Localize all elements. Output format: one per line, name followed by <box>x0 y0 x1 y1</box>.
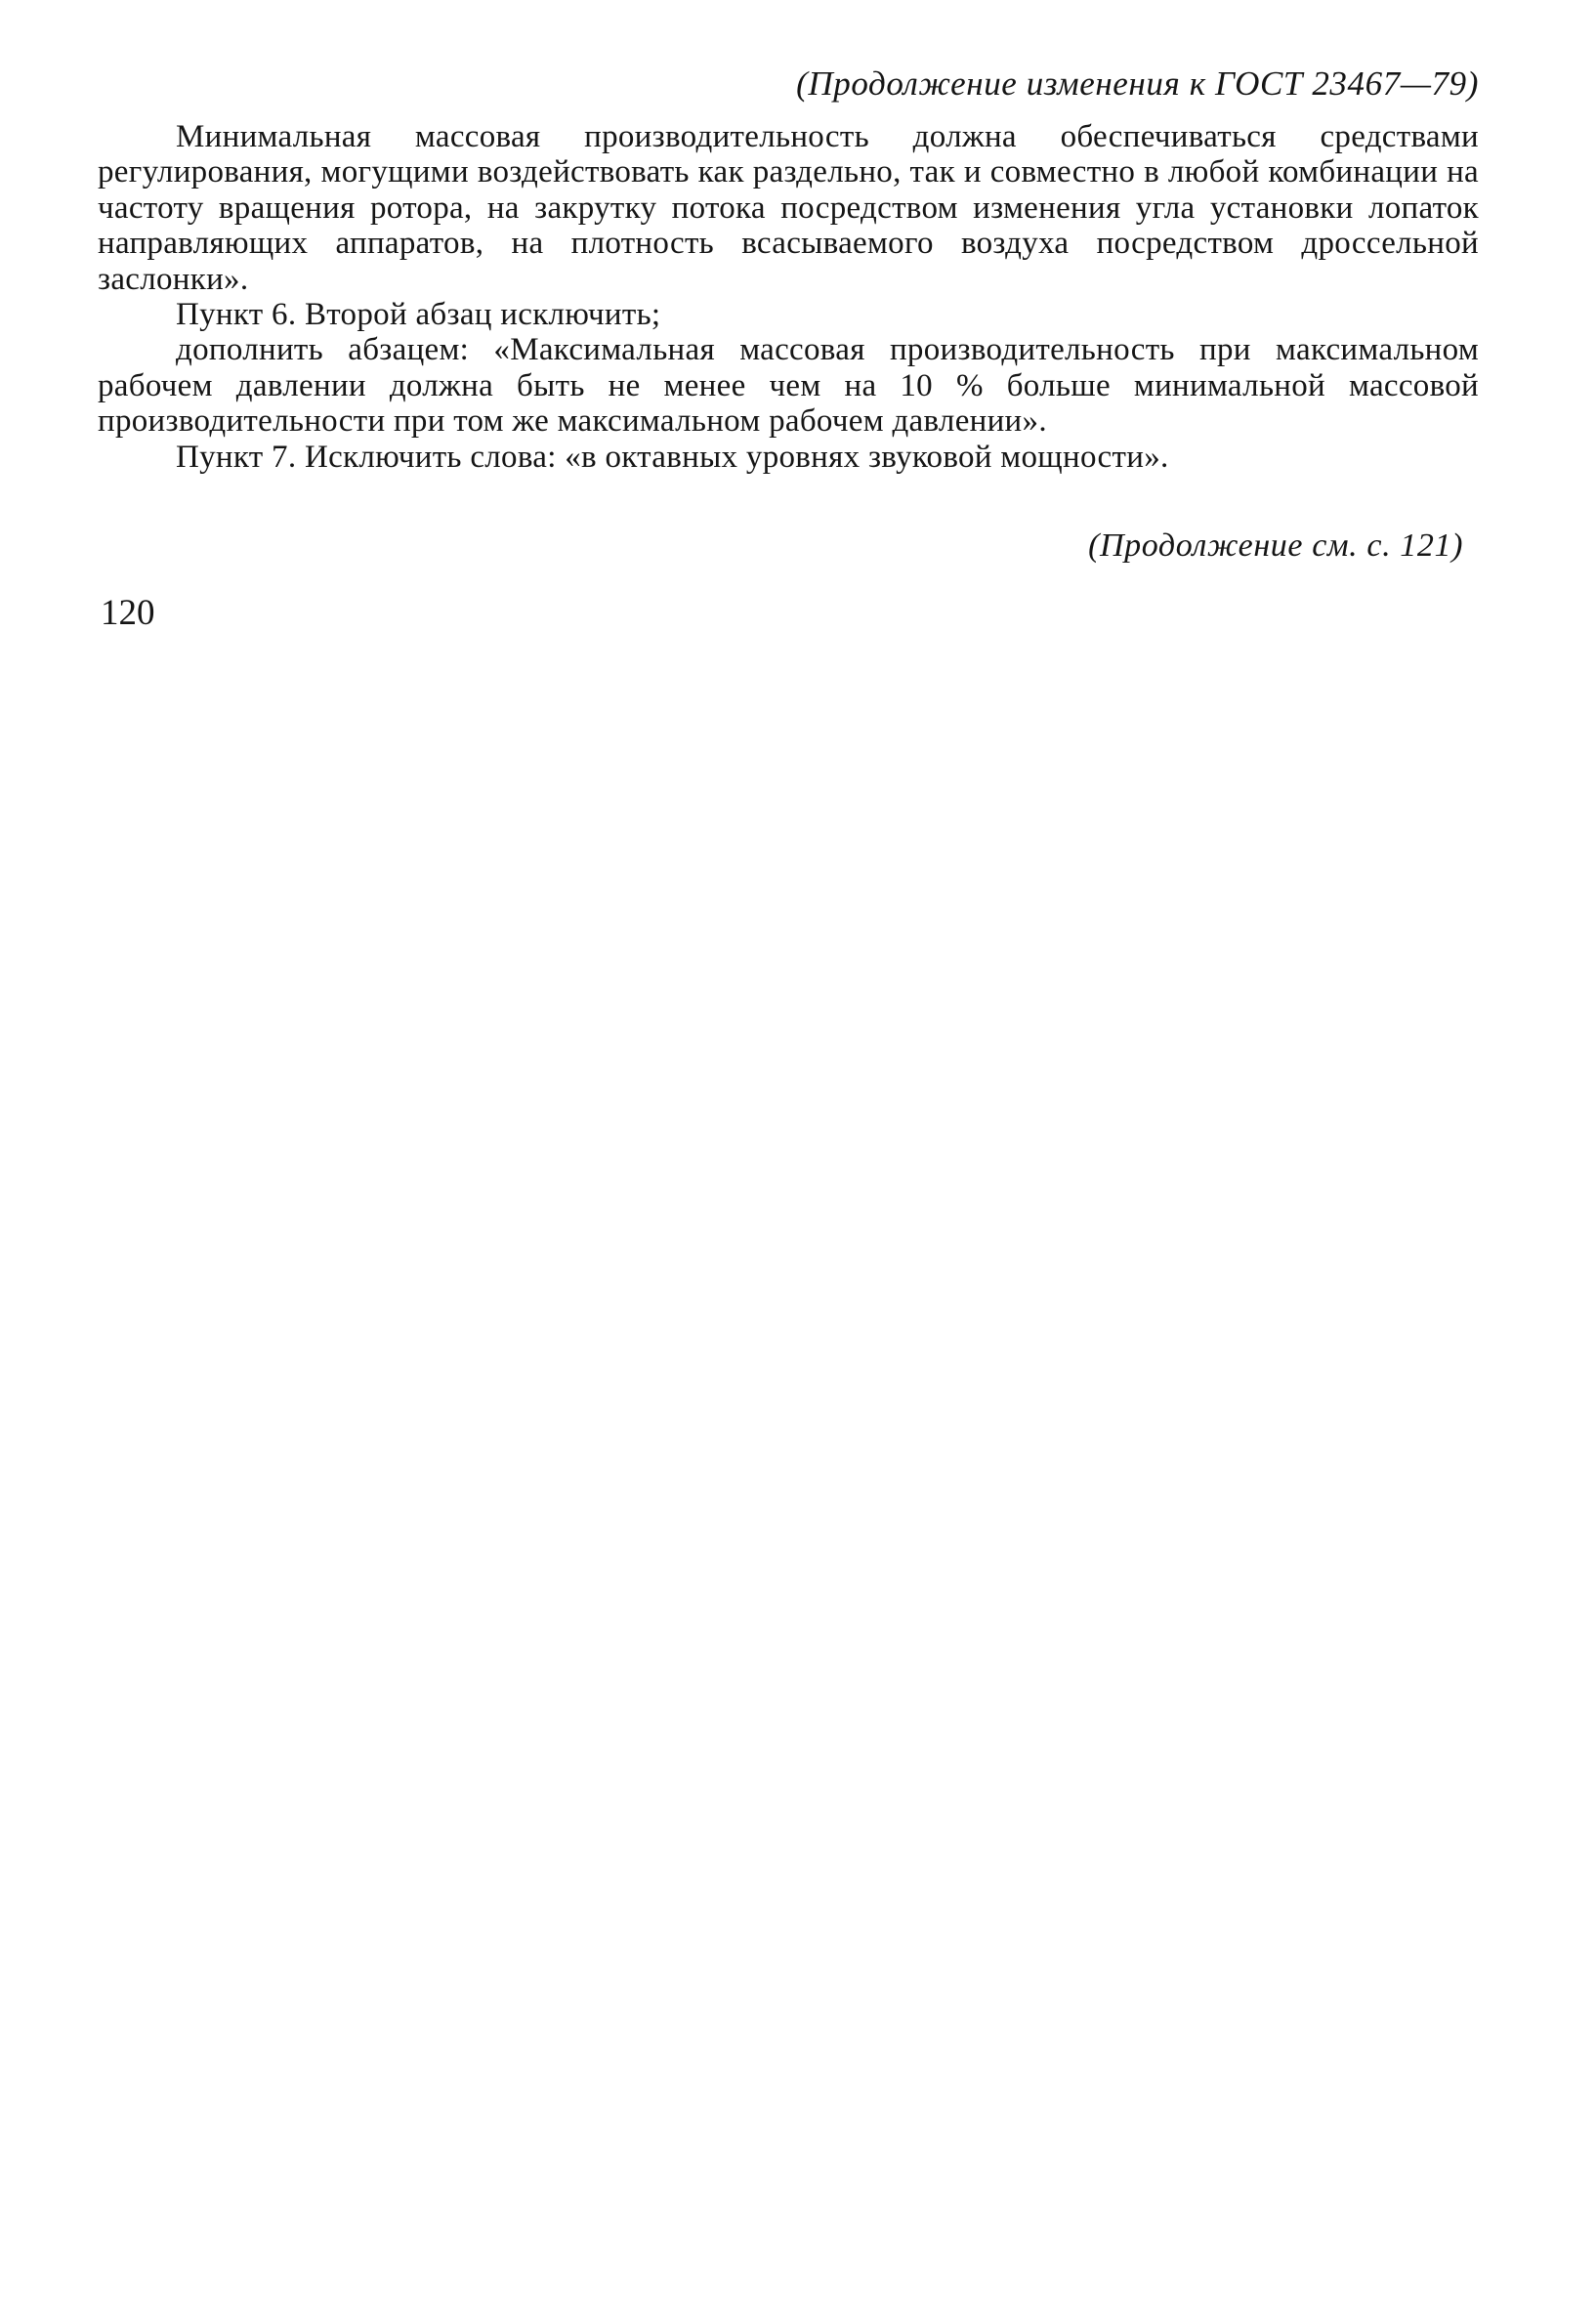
paragraph-item-6: Пункт 6. Второй абзац исключить; <box>176 297 661 333</box>
continuation-header: (Продолжение изменения к ГОСТ 23467—79) <box>796 64 1479 103</box>
paragraph-item-6-addition: дополнить абзацем: «Максимальная массовая производительность при максимальном рабочем давлении должна быть не менее чем на 10 % больше минимальной массовой производительности при том же максимальном рабочем давлении». <box>98 332 1479 440</box>
continuation-note: (Продолжение см. с. 121) <box>1088 527 1463 564</box>
paragraph-minimum-mass-flow: Минимальная массовая производительность должна обеспечиваться средствами регулирования, могущими воздействовать как раздельно, так и совместно в любой комбинации на частоту вращения ротора, на закрутку потока посредством изменения угла установки лопаток направляющих аппаратов, на плотность всасываемого воздуха посредством дроссельной заслонки». <box>98 119 1479 297</box>
page-number: 120 <box>101 593 155 633</box>
document-body <box>98 119 1479 475</box>
paragraph-item-7: Пункт 7. Исключить слова: «в октавных уровнях звуковой мощности». <box>176 439 1169 475</box>
